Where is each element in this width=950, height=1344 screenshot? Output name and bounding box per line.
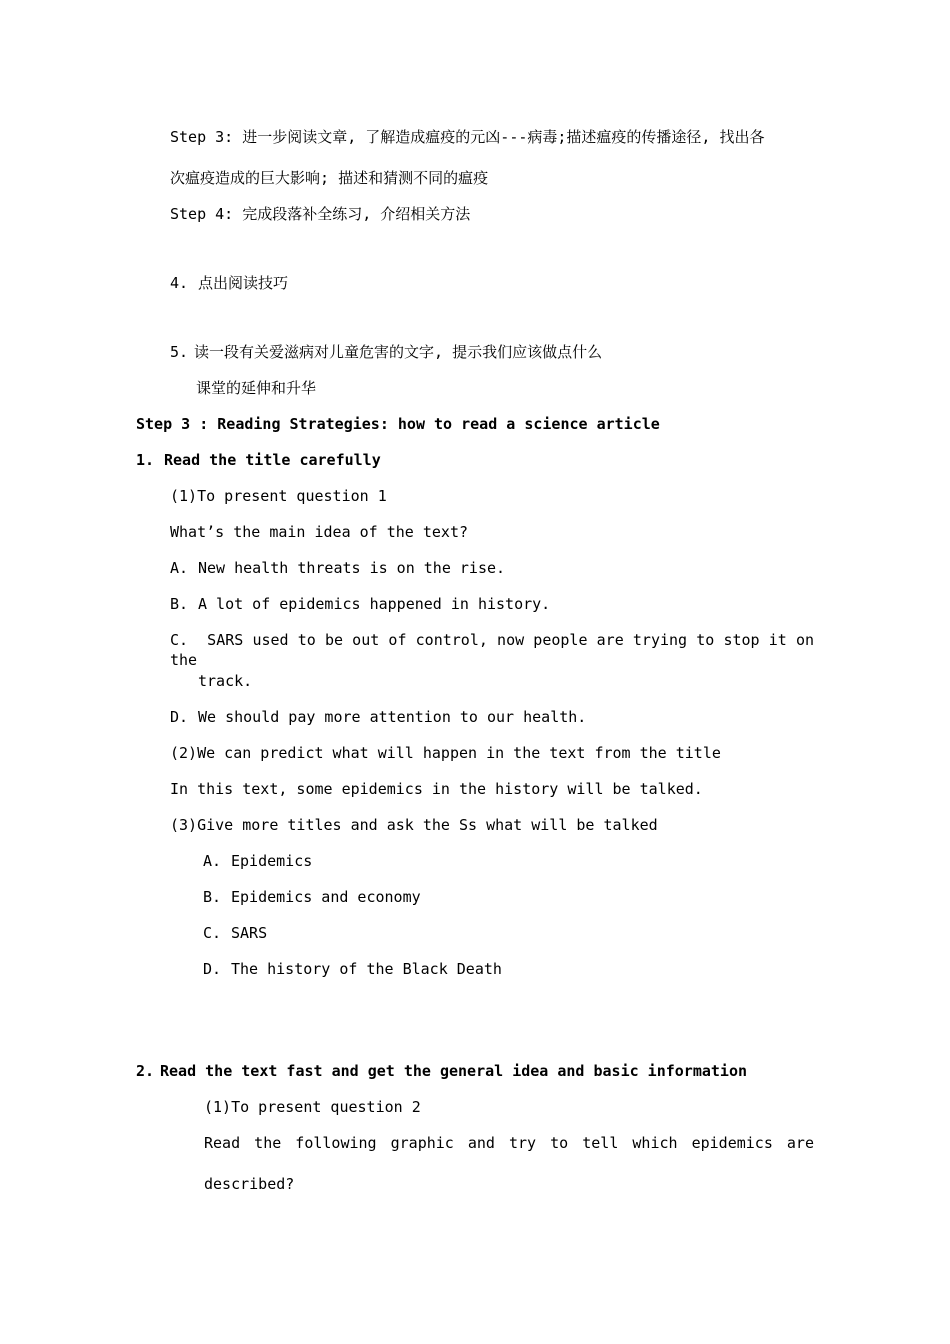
option-letter: B. — [170, 595, 189, 613]
option-b — [170, 594, 550, 614]
q-label: (1) — [170, 487, 198, 505]
option-c — [170, 630, 814, 670]
option-c-continued: track. — [198, 672, 253, 690]
option-letter: A. — [203, 852, 222, 870]
step4-cn: Step 4: 完成段落补全练习, 介绍相关方法 — [170, 205, 471, 223]
part-number: 2. — [136, 1062, 155, 1080]
list-number: 5. — [170, 343, 189, 361]
option-letter: A. — [170, 559, 189, 577]
list-text: 点出阅读技巧 — [198, 274, 289, 292]
part1-q2 — [170, 743, 721, 763]
part2-heading — [136, 1061, 747, 1081]
title-option-c — [203, 923, 267, 943]
option-text: A lot of epidemics happened in history. — [198, 595, 551, 613]
list-text: 读一段有关爱滋病对儿童危害的文字, 提示我们应该做点什么 — [194, 343, 603, 361]
option-a — [170, 558, 505, 578]
step3-cn-line1: Step 3: 进一步阅读文章, 了解造成瘟疫的元凶---病毒;描述瘟疫的传播途径, 找出各 — [170, 128, 765, 146]
option-letter: C. — [170, 631, 189, 649]
list-item-5 — [170, 342, 602, 362]
q-label: (1) — [204, 1098, 232, 1116]
part1-heading — [136, 450, 381, 470]
option-letter: C. — [203, 924, 222, 942]
q-label: (2) — [170, 744, 198, 762]
list-item-4 — [170, 273, 288, 293]
option-text: The history of the Black Death — [231, 960, 502, 978]
option-d — [170, 707, 586, 727]
q-text: To present question 2 — [231, 1098, 421, 1116]
q-text: We can predict what will happen in the text from the title — [197, 744, 721, 762]
part2-q1 — [204, 1097, 421, 1117]
title-option-d — [203, 959, 502, 979]
part1-q1 — [170, 486, 387, 506]
part1-q2-answer: In this text, some epidemics in the history will be talked. — [170, 780, 703, 798]
part-title: Read the text fast and get the general idea and basic information — [160, 1062, 747, 1080]
part2-instruction-line2: described? — [204, 1175, 295, 1193]
title-option-b — [203, 887, 421, 907]
main-idea-question: What’s the main idea of the text? — [170, 523, 469, 541]
option-text: SARS used to be out of control, now people are trying to stop it on the — [170, 631, 815, 669]
q-label: (3) — [170, 816, 198, 834]
section-heading: Step 3 : Reading Strategies: how to read a science article — [136, 415, 660, 433]
part1-q3 — [170, 815, 658, 835]
option-letter: D. — [170, 708, 189, 726]
option-text: We should pay more attention to our health. — [198, 708, 587, 726]
option-letter: D. — [203, 960, 222, 978]
option-text: Epidemics and economy — [231, 888, 421, 906]
part2-instruction-line1: Read the following graphic and try to tell which epidemics are — [204, 1134, 814, 1152]
step3-cn-line2: 次瘟疫造成的巨大影响; 描述和猜测不同的瘟疫 — [170, 169, 489, 187]
title-option-a — [203, 851, 312, 871]
option-letter: B. — [203, 888, 222, 906]
list-item-5-sub: 课堂的延伸和升华 — [196, 379, 317, 397]
q-text: To present question 1 — [197, 487, 387, 505]
option-text: New health threats is on the rise. — [198, 559, 506, 577]
part-title: Read the title carefully — [164, 451, 381, 469]
option-text: SARS — [231, 924, 268, 942]
part-number: 1. — [136, 451, 155, 469]
q-text: Give more titles and ask the Ss what will be talked — [197, 816, 658, 834]
list-number: 4. — [170, 274, 189, 292]
option-text: Epidemics — [231, 852, 313, 870]
